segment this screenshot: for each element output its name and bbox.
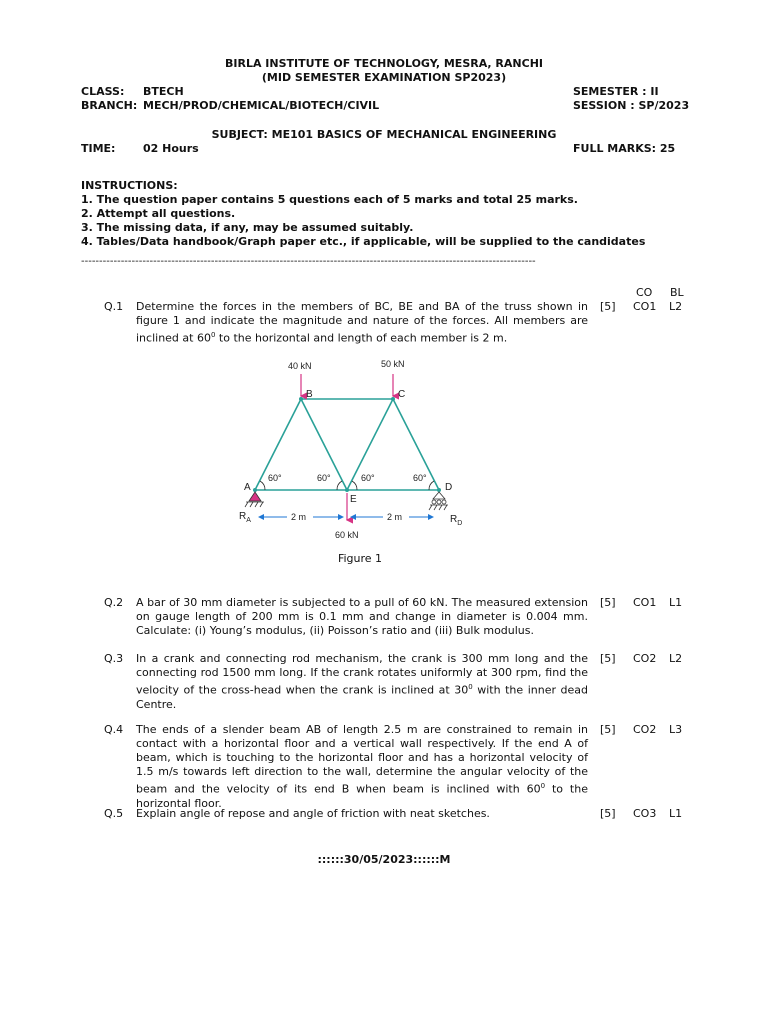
- reaction-label-d: [450, 514, 462, 527]
- figure-caption: Figure 1: [337, 552, 383, 565]
- branch-row: [81, 99, 380, 112]
- angle-label-d: 60°: [413, 473, 427, 483]
- truss-figure: [225, 352, 495, 552]
- question-bl: L2: [669, 652, 683, 665]
- node-label-e: E: [350, 494, 357, 505]
- question-text-part: with the inner dead Centre.: [136, 683, 588, 711]
- instructions-title: INSTRUCTIONS:: [81, 179, 178, 192]
- bl-header: BL: [670, 286, 684, 299]
- question-co: CO3: [633, 807, 657, 820]
- truss-members: [255, 399, 439, 490]
- angle-arc-a: [260, 481, 265, 490]
- class-value: BTECH: [143, 85, 184, 98]
- session: SESSION : SP/2023: [573, 99, 690, 112]
- angle-arc-e-left: [337, 481, 342, 490]
- reaction-d-subscript: D: [457, 520, 463, 527]
- instruction-2: 2. Attempt all questions.: [81, 207, 236, 220]
- node-label-c: C: [398, 389, 406, 400]
- question-text: [136, 300, 588, 346]
- full-marks: FULL MARKS: 25: [573, 142, 676, 155]
- question-bl: L3: [669, 723, 683, 736]
- exam-title: (MID SEMESTER EXAMINATION SP2023): [261, 71, 507, 84]
- question-bl: L1: [669, 807, 683, 820]
- question-co: CO2: [633, 723, 657, 736]
- question-text-part: Explain angle of repose and angle of friction with neat sketches.: [136, 807, 490, 820]
- question-number: Q.1: [104, 300, 124, 313]
- question-text-part: In a crank and connecting rod mechanism, the crank is 300 mm long and the connecting rod 1500 mm long. If the crank rotates uniformly at 300 rpm, find the velocity of the cross-head when the crank is inclined at 30: [136, 652, 588, 697]
- degree-superscript: 0: [540, 782, 546, 790]
- question-bl: L1: [669, 596, 683, 609]
- question-text-part: to the horizontal and length of each member is 2 m.: [215, 331, 508, 345]
- question-number: Q.3: [104, 652, 124, 665]
- question-text-part: Determine the forces in the members of BC, BE and BA of the truss shown in figure 1 and indicate the magnitude and nature of the forces. All members are inclined at 60: [136, 300, 588, 345]
- degree-superscript: 0: [468, 683, 473, 691]
- question-text: [136, 723, 588, 811]
- question-number: Q.4: [104, 723, 124, 736]
- question-marks: [5]: [600, 596, 616, 609]
- class-label: CLASS:: [81, 85, 125, 98]
- question-bl: L2: [669, 300, 683, 313]
- question-number: Q.2: [104, 596, 124, 609]
- joint-c: [391, 397, 395, 401]
- semester: SEMESTER : II: [573, 85, 659, 98]
- instruction-4: 4. Tables/Data handbook/Graph paper etc., if applicable, will be supplied to the candidates: [81, 235, 646, 248]
- question-marks: [5]: [600, 652, 616, 665]
- joint-b: [299, 397, 303, 401]
- question-text: [136, 596, 588, 638]
- question-text: [136, 807, 588, 821]
- angle-label-e-left: 60°: [317, 473, 331, 483]
- subject: SUBJECT: ME101 BASICS OF MECHANICAL ENGINEERING: [211, 128, 557, 141]
- angle-arc-e-right: [352, 481, 357, 490]
- reaction-d-symbol: R: [450, 514, 458, 525]
- angle-label-a: 60°: [268, 473, 282, 483]
- span-label-1: 2 m: [291, 512, 307, 522]
- question-text-part: A bar of 30 mm diameter is subjected to a pull of 60 kN. The measured extension on gauge length of 200 mm is 0.1 mm and change in diameter is 0.004 mm. Calculate: (i) Young’s modulus, (ii) Poisson’s ratio and (iii) Bulk modulus.: [136, 596, 588, 637]
- branch-value: MECH/PROD/CHEMICAL/BIOTECH/CIVIL: [143, 99, 380, 112]
- load-label-e: 60 kN: [335, 530, 359, 540]
- branch-label: BRANCH:: [81, 99, 138, 112]
- roller-support-d: [429, 492, 448, 510]
- reaction-a-symbol: R: [239, 511, 247, 522]
- time-label: TIME:: [81, 142, 116, 155]
- node-label-a: A: [244, 482, 251, 493]
- joint-e: [345, 488, 349, 492]
- class-row: [81, 85, 184, 98]
- reaction-a-subscript: A: [246, 517, 251, 524]
- question-marks: [5]: [600, 723, 616, 736]
- time-value: 02 Hours: [143, 142, 199, 155]
- institute-name: BIRLA INSTITUTE OF TECHNOLOGY, MESRA, RANCHI: [225, 57, 543, 70]
- question-co: CO1: [633, 300, 657, 313]
- node-label-d: D: [445, 482, 453, 493]
- question-co: CO1: [633, 596, 657, 609]
- question-text-part: The ends of a slender beam AB of length 2.5 m are constrained to remain in contact with a horizontal floor and a vertical wall respectively. If the end A of beam, which is touching to the horizontal floor and has a horizontal velocity of 1.5 m/s towards left direction to the wall, determine the angular velocity of the beam and the velocity of its end B when beam is inclined with 60: [136, 723, 588, 796]
- angle-arc-d: [429, 481, 434, 490]
- dashed-divider: ------------------------------------------------------------------------------------------------------------------------------: [81, 256, 536, 267]
- span-label-2: 2 m: [387, 512, 403, 522]
- instruction-1: 1. The question paper contains 5 questions each of 5 marks and total 25 marks.: [81, 193, 578, 206]
- question-text-part: to the horizontal floor.: [136, 782, 588, 810]
- node-label-b: B: [306, 389, 313, 400]
- question-text: [136, 652, 588, 712]
- load-label-b: 40 kN: [288, 361, 312, 371]
- footer-date: ::::::30/05/2023::::::M: [317, 853, 451, 866]
- degree-superscript: 0: [210, 331, 216, 339]
- question-marks: [5]: [600, 807, 616, 820]
- load-label-c: 50 kN: [381, 359, 405, 369]
- question-number: Q.5: [104, 807, 124, 820]
- reaction-label-a: [239, 511, 251, 524]
- angle-label-e-right: 60°: [361, 473, 375, 483]
- co-header: CO: [636, 286, 653, 299]
- pin-support-a: [245, 492, 264, 507]
- question-co: CO2: [633, 652, 657, 665]
- time-row: [81, 142, 199, 155]
- question-marks: [5]: [600, 300, 616, 313]
- instruction-3: 3. The missing data, if any, may be assumed suitably.: [81, 221, 414, 234]
